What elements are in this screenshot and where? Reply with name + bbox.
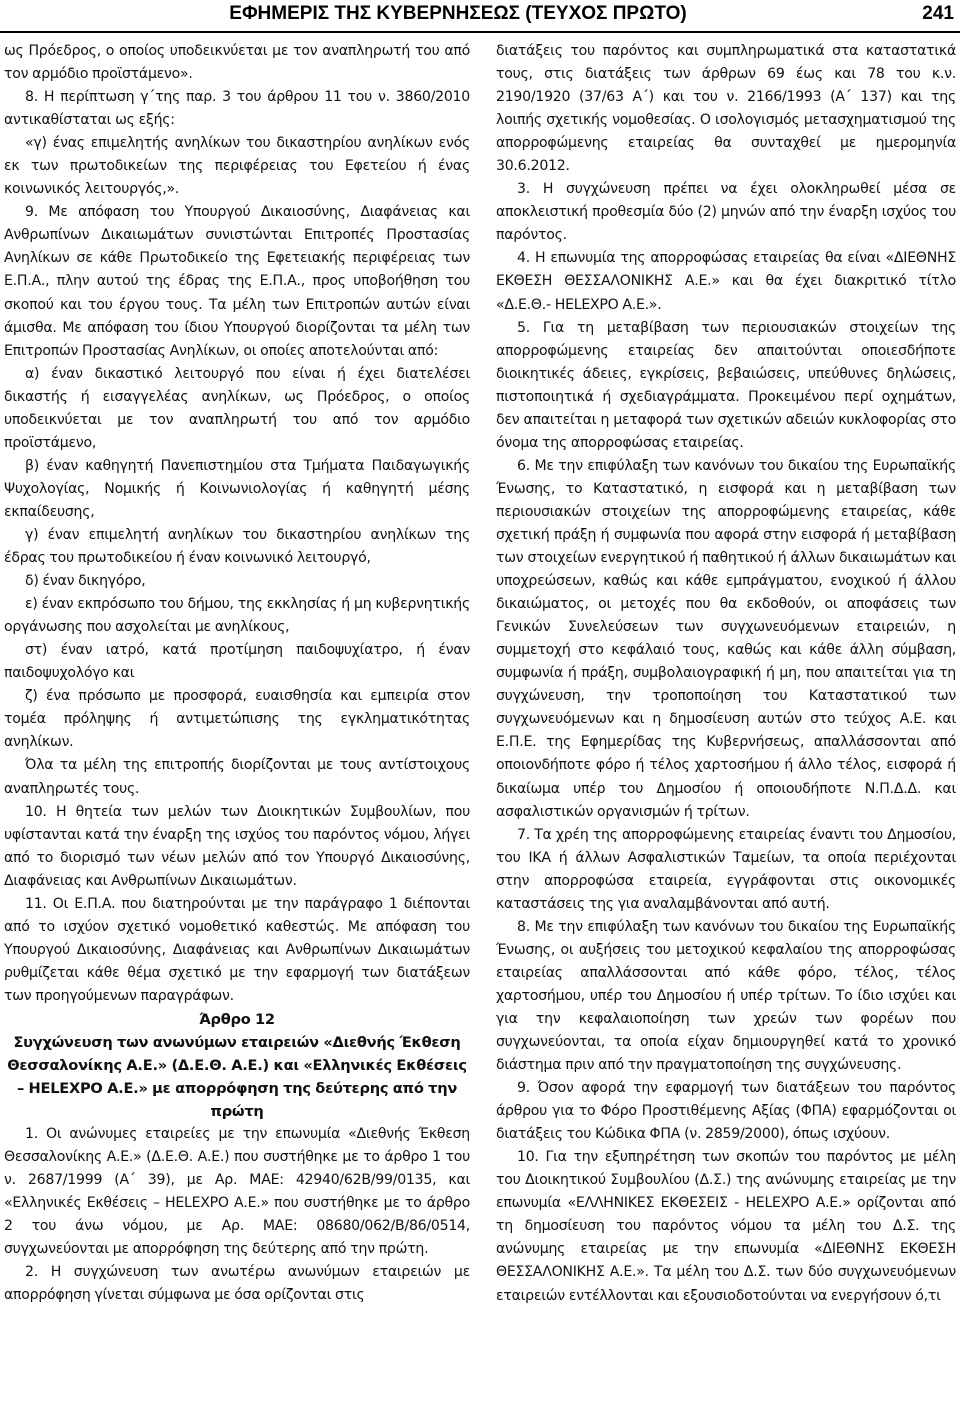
paragraph: γ) έναν επιμελητή ανηλίκων του δικαστηρίου ανηλίκων της έδρας του πρωτοδικείου ή έναν κοινωνικό λειτουργό, — [4, 526, 470, 567]
article-title: Συγχώνευση των ανωνύμων εταιρειών «Διεθνής Έκθεση Θεσσαλονίκης Α.Ε.» (Δ.Ε.Θ. Α.Ε.) και «Ελληνικές Εκθέσεις – HELEXPO Α.Ε.» με απορρόφηση της δεύτερης από την πρώτη — [7, 1033, 467, 1120]
left-column — [4, 40, 470, 1307]
paragraph: 3. Η συγχώνευση πρέπει να έχει ολοκληρωθεί μέσα σε αποκλειστική προθεσμία δύο (2) μηνών από την έναρξη ισχύος του παρόντος. — [496, 181, 956, 244]
paragraph: στ) έναν ιατρό, κατά προτίμηση παιδοψυχίατρο, ή έναν παιδοψυχολόγο και — [4, 642, 470, 682]
paragraph: 11. Οι Ε.Π.Α. που διατηρούνται με την παράγραφο 1 διέπονται από το ισχύον σχετικό νομοθετικό καθεστώς. Με απόφαση του Υπουργού Δικαιοσύνης, Διαφάνειας και Ανθρωπίνων Δικαιωμάτων ρυθμίζεται κάθε θέμα σχετικό με την εφαρμογή των διατάξεων των προηγούμενων παραγράφων. — [4, 895, 470, 1004]
paragraph: «γ) ένας επιμελητής ανηλίκων του δικαστηρίου ανηλίκων ενός εκ των πρωτοδικείων της περιφέρειας του Εφετείου ή ένας κοινωνικός λειτουργός,». — [4, 135, 470, 198]
paragraph: 9. Όσον αφορά την εφαρμογή των διατάξεων του παρόντος άρθρου για το Φόρο Προστιθέμενης Αξίας (ΦΠΑ) εφαρμόζονται οι διατάξεις του Κώδικα ΦΠΑ (ν. 2859/2000), όπως ισχύουν. — [496, 1080, 956, 1143]
paragraph: 5. Για τη μεταβίβαση των περιουσιακών στοιχείων της απορροφώμενης εταιρείας δεν απαιτούνται οποιεσδήποτε διοικητικές άδειες, εγκρίσεις, βεβαιώσεις, υπεύθυνες δηλώσεις, πιστοποιητικά ή σχεδιαγράμματα. Προκειμένου περί οχημάτων, δεν απαιτείται η μεταφορά των σχετικών αδειών κυκλοφορίας στο όνομα της απορροφώσας εταιρείας. — [496, 319, 956, 451]
paragraph: 7. Τα χρέη της απορροφώμενης εταιρείας έναντι του Δημοσίου, του ΙΚΑ ή άλλων Ασφαλιστικών Ταμείων, τα οποία περιέχονται στην απορροφώσα εταιρεία, εγγράφονται στις οικονομικές καταστάσεις της για αναλαμβάνονται από αυτή. — [496, 826, 956, 912]
right-column — [496, 40, 956, 1308]
page-header — [0, 0, 960, 30]
paragraph: 2. Η συγχώνευση των ανωτέρω ανωνύμων εταιρειών με απορρόφηση γίνεται σύμφωνα με όσα ορίζονται στις — [4, 1264, 470, 1304]
paragraph: 10. Η θητεία των μελών των Διοικητικών Συμβουλίων, που υφίστανται κατά την έναρξη της ισχύος του παρόντος νόμου, λήγει από το διορισμό των νέων μελών από τον Υπουργό Δικαιοσύνης, Διαφάνειας και Ανθρωπίνων Δικαιωμάτων. — [4, 803, 470, 889]
paragraph: διατάξεις του παρόντος και συμπληρωματικά στα καταστατικά τους, στις διατάξεις των άρθρων 69 έως και 78 του κ.ν. 2190/1920 (37/63 Α΄) και του ν. 2166/1993 (Α΄ 137) και της λοιπής σχετικής νομοθεσίας. Ο ισολογισμός μετασχηματισμού της απορροφώμενης εταιρείας θα συνταχθεί με ημερομηνία 30.6.2012. — [496, 43, 956, 175]
paragraph: 9. Με απόφαση του Υπουργού Δικαιοσύνης, Διαφάνειας και Ανθρωπίνων Δικαιωμάτων συνιστώνται Επιτροπές Προστασίας Ανηλίκων σε κάθε Πρωτοδικείο της Εφετειακής περιφέρειας των Ε.Π.Α., πλην αυτού της έδρας της Ε.Π.Α., προς υποβοήθηση του σκοπού και του έργου τους. Τα μέλη των Επιτροπών αυτών είναι άμισθα. Με απόφαση του ίδιου Υπουργού διορίζονται τα μέλη των Επιτροπών Προστασίας Ανηλίκων, οι οποίες αποτελούνται από: — [4, 204, 470, 359]
paragraph: α) έναν δικαστικό λειτουργό που είναι ή έχει διατελέσει δικαστής ή εισαγγελέας ανηλίκων, ως Πρόεδρος, ο οποίος υποδεικνύεται με τον αναπληρωτή του από τον αρμόδιο προϊστάμενο, — [4, 365, 470, 451]
paragraph: ως Πρόεδρος, ο οποίος υποδεικνύεται με τον αναπληρωτή του από τον αρμόδιο προϊστάμενο». — [4, 43, 470, 83]
paragraph: 6. Με την επιφύλαξη των κανόνων του δικαίου της Ευρωπαϊκής Ένωσης, το Καταστατικό, η εισφορά και η μεταβίβαση των περιουσιακών στοιχείων της απορροφώμενης εταιρείας, κάθε σχετική πράξη ή συμφωνία που αφορά στην εισφορά ή μεταβίβαση των στοιχείων ενεργητικού ή παθητικού ή άλλων δικαιωμάτων και υποχρεώσεων, καθώς και κάθε εμπράγματου, ενοχικού ή άλλου δικαιώματος, οι μετοχές που θα εκδοθούν, οι αποφάσεις των Γενικών Συνελεύσεων των συγχωνευόμενων εταιρειών, η συμμετοχή στο κεφάλαιό τους, καθώς και κάθε άλλη σύμβαση, συμφωνία ή πράξη, συμβολαιογραφική ή μη, που απαιτείται για τη συγχώνευση, την τροποποίηση του Καταστατικού των συγχωνευόμενων και η δημοσίευση αυτών στο τεύχος Α.Ε. και Ε.Π.Ε. της Εφημερίδας της Κυβερνήσεως, απαλλάσσονται από οποιονδήποτε φόρο ή τέλος χαρτοσήμου ή άλλο τέλος, εισφορά ή δικαίωμα υπέρ του Δημοσίου ή οποιουδήποτε Ν.Π.Δ.Δ. και ασφαλιστικών οργανισμών ή τρίτων. — [496, 457, 956, 820]
gazette-title: ΕΦΗΜΕΡΙΣ ΤΗΣ ΚΥΒΕΡΝΗΣΕΩΣ (ΤΕΥΧΟΣ ΠΡΩΤΟ) — [229, 3, 687, 24]
paragraph: 8. Η περίπτωση γ΄της παρ. 3 του άρθρου 11 του ν. 3860/2010 αντικαθίσταται ως εξής: — [4, 89, 470, 129]
paragraph: 10. Για την εξυπηρέτηση των σκοπών του παρόντος με μέλη του Διοικητικού Συμβουλίου (Δ.Σ.) της ανώνυμης εταιρείας με την επωνυμία «ΕΛΛΗΝΙΚΕΣ ΕΚΘΕΣΕΙΣ - HELEXPO Α.Ε.» ορίζονται από τη δημοσίευση του παρόντος νόμου τα μέλη του Δ.Σ. της ανώνυμης εταιρείας με την επωνυμία «ΔΙΕΘΝΗΣ ΕΚΘΕΣΗ ΘΕΣΣΑΛΟΝΙΚΗΣ Α.Ε.». Τα μέλη του Δ.Σ. των δύο συγχωνευόμενων εταιρειών εντέλλονται και εξουσιοδοτούνται να ενεργήσουν ό,τι — [496, 1149, 956, 1304]
paragraph: 1. Οι ανώνυμες εταιρείες με την επωνυμία «Διεθνής Έκθεση Θεσσαλονίκης Α.Ε.» (Δ.Ε.Θ. Α.Ε.) που συστήθηκε με το άρθρο 1 του ν. 2687/1999 (Α΄ 39), με Αρ. ΜΑΕ: 42940/62Β/99/0135, και «Ελληνικές Εκθέσεις – HELEXPO Α.Ε.» που συστήθηκε με το άρθρο 2 του άνω νόμου, με Αρ. ΜΑΕ: 08680/062/Β/86/0514, συγχωνεύονται με απορρόφηση της δεύτερης από την πρώτη. — [4, 1125, 470, 1258]
paragraph: β) έναν καθηγητή Πανεπιστημίου στα Τμήματα Παιδαγωγικής Ψυχολογίας, Νομικής ή Κοινωνιολογίας ή καθηγητή μέσης εκπαίδευσης, — [4, 457, 470, 520]
paragraph: Όλα τα μέλη της επιτροπής διορίζονται με τους αντίστοιχους αναπληρωτές τους. — [4, 757, 470, 797]
paragraph: δ) έναν δικηγόρο, — [25, 573, 146, 590]
header-rule — [0, 31, 960, 33]
paragraph: ζ) ένα πρόσωπο με προσφορά, ευαισθησία και εμπειρία στον τομέα πρόληψης ή αντιμετώπισης της εγκληματικότητας ανηλίκων. — [4, 688, 470, 751]
paragraph: 8. Με την επιφύλαξη των κανόνων του δικαίου της Ευρωπαϊκής Ένωσης, οι αυξήσεις του μετοχικού κεφαλαίου της απορροφώσας εταιρείας απαλλάσσονται από κάθε φόρο, τέλος, τέλος χαρτοσήμου, υπέρ του Δημοσίου ή υπέρ τρίτων. Το ίδιο ισχύει και για την κεφαλαιοποίηση των χρεών των φορέων που συγχωνεύονται, τα οποία είχαν δημιουργηθεί κατά το χρονικό διάστημα πριν από την πραγματοποίηση της συγχώνευσης. — [496, 918, 956, 1074]
paragraph: ε) έναν εκπρόσωπο του δήμου, της εκκλησίας ή μη κυβερνητικής οργάνωσης που ασχολείται με ανηλίκους, — [4, 596, 470, 636]
page-number: 241 — [922, 3, 954, 24]
paragraph: 4. Η επωνυμία της απορροφώσας εταιρείας θα είναι «ΔΙΕΘΝΗΣ ΕΚΘΕΣΗ ΘΕΣΣΑΛΟΝΙΚΗΣ Α.Ε.» και θα έχει διακριτικό τίτλο «Δ.Ε.Θ.- HELEXPO Α.Ε.». — [496, 250, 956, 313]
article-heading: Άρθρο 12 — [199, 1010, 275, 1028]
